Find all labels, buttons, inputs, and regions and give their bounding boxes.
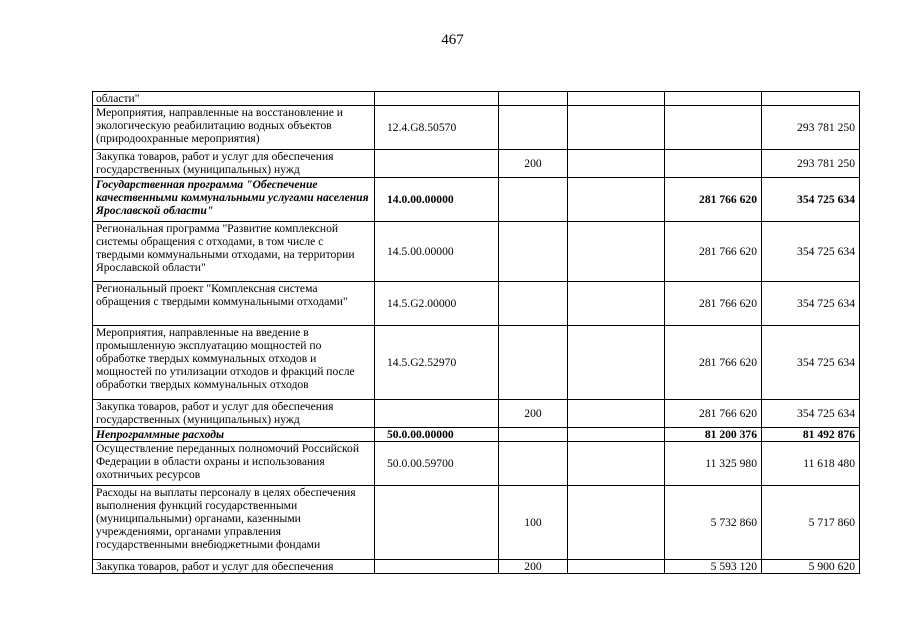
- row-type-cell: [499, 442, 568, 486]
- row-name-cell: Закупка товаров, работ и услуг для обеспечения государственных (муниципальных) нужд: [93, 400, 375, 428]
- row-sum-cell: [568, 442, 665, 486]
- row-name-cell: Региональная программа "Развитие комплексной системы обращения с отходами, в том числе с твердыми коммунальными отходами, на территории Ярославской области": [93, 222, 375, 282]
- row-sum-cell: [568, 282, 665, 326]
- table-row: [93, 442, 860, 486]
- table-row: [93, 326, 860, 400]
- row-sum2-cell: 354 725 634: [762, 326, 860, 400]
- row-type-cell: 100: [499, 486, 568, 560]
- row-sum2-cell: 81 492 876: [762, 428, 860, 442]
- table-row: [93, 150, 860, 178]
- row-type-cell: [499, 106, 568, 150]
- row-sum2-cell: 354 725 634: [762, 178, 860, 222]
- row-sum-cell: [568, 486, 665, 560]
- row-sum-cell: [568, 92, 665, 106]
- row-sum-cell: [568, 106, 665, 150]
- row-type-cell: [499, 222, 568, 282]
- row-type-cell: 200: [499, 400, 568, 428]
- table-row: [93, 486, 860, 560]
- table-row: [93, 428, 860, 442]
- row-code-cell: [375, 560, 499, 574]
- row-sum1-cell: 11 325 980: [665, 442, 762, 486]
- row-sum-cell: [568, 400, 665, 428]
- page-number: 467: [441, 32, 464, 48]
- row-sum2-cell: 354 725 634: [762, 400, 860, 428]
- row-name-cell: Мероприятия, направленные на восстановление и экологическую реабилитацию водных объектов (природоохранные мероприятия): [93, 106, 375, 150]
- row-code-cell: [375, 486, 499, 560]
- row-sum1-cell: [665, 150, 762, 178]
- table-row: [93, 178, 860, 222]
- row-code-cell: 14.0.00.00000: [375, 178, 499, 222]
- row-code-cell: 14.5.G2.00000: [375, 282, 499, 326]
- row-sum1-cell: 281 766 620: [665, 178, 762, 222]
- row-type-cell: 200: [499, 150, 568, 178]
- row-sum-cell: [568, 178, 665, 222]
- table-row: [93, 560, 860, 574]
- row-sum1-cell: 5 732 860: [665, 486, 762, 560]
- row-sum-cell: [568, 428, 665, 442]
- row-sum1-cell: [665, 92, 762, 106]
- row-sum2-cell: 354 725 634: [762, 282, 860, 326]
- row-name-cell: Непрограммные расходы: [93, 428, 375, 442]
- row-sum2-cell: 293 781 250: [762, 106, 860, 150]
- row-type-cell: [499, 282, 568, 326]
- row-name-cell: Мероприятия, направленные на введение в промышленную эксплуатацию мощностей по обработке твердых коммунальных отходов и мощностей по утилизации отходов и фракций после обработки твердых коммунальных отходов: [93, 326, 375, 400]
- row-type-cell: [499, 428, 568, 442]
- row-sum2-cell: [762, 92, 860, 106]
- row-sum2-cell: 5 717 860: [762, 486, 860, 560]
- row-name-cell: Закупка товаров, работ и услуг для обеспечения государственных (муниципальных) нужд: [93, 150, 375, 178]
- row-sum-cell: [568, 150, 665, 178]
- budget-table-body: [93, 92, 860, 574]
- row-code-cell: [375, 92, 499, 106]
- row-sum1-cell: [665, 106, 762, 150]
- row-sum2-cell: 5 900 620: [762, 560, 860, 574]
- row-name-cell: области": [93, 92, 375, 106]
- row-sum1-cell: 281 766 620: [665, 400, 762, 428]
- row-code-cell: 12.4.G8.50570: [375, 106, 499, 150]
- row-sum2-cell: 11 618 480: [762, 442, 860, 486]
- table-row: [93, 282, 860, 326]
- row-type-cell: [499, 326, 568, 400]
- row-name-cell: Расходы на выплаты персоналу в целях обеспечения выполнения функций государственными (муниципальными) органами, казенными учреждениями, органами управления государственными внебюджетными фондами: [93, 486, 375, 560]
- row-sum1-cell: 281 766 620: [665, 222, 762, 282]
- table-row: [93, 92, 860, 106]
- row-type-cell: 200: [499, 560, 568, 574]
- budget-table: [92, 91, 860, 574]
- table-row: [93, 106, 860, 150]
- table-row: [93, 400, 860, 428]
- row-name-cell: Государственная программа "Обеспечение качественными коммунальными услугами населения Ярославской области": [93, 178, 375, 222]
- row-name-cell: Осуществление переданных полномочий Российской Федерации в области охраны и использования охотничьих ресурсов: [93, 442, 375, 486]
- row-name-cell: Региональный проект "Комплексная система обращения с твердыми коммунальными отходами": [93, 282, 375, 326]
- row-code-cell: [375, 400, 499, 428]
- row-code-cell: 50.0.00.00000: [375, 428, 499, 442]
- row-sum-cell: [568, 560, 665, 574]
- row-sum2-cell: 293 781 250: [762, 150, 860, 178]
- row-name-cell: Закупка товаров, работ и услуг для обеспечения: [93, 560, 375, 574]
- row-sum2-cell: 354 725 634: [762, 222, 860, 282]
- row-sum1-cell: 281 766 620: [665, 282, 762, 326]
- row-code-cell: 14.5.00.00000: [375, 222, 499, 282]
- row-code-cell: 50.0.00.59700: [375, 442, 499, 486]
- row-sum-cell: [568, 222, 665, 282]
- row-sum1-cell: 81 200 376: [665, 428, 762, 442]
- row-code-cell: [375, 150, 499, 178]
- row-code-cell: 14.5.G2.52970: [375, 326, 499, 400]
- row-type-cell: [499, 92, 568, 106]
- table-row: [93, 222, 860, 282]
- row-sum-cell: [568, 326, 665, 400]
- row-sum1-cell: 281 766 620: [665, 326, 762, 400]
- row-sum1-cell: 5 593 120: [665, 560, 762, 574]
- row-type-cell: [499, 178, 568, 222]
